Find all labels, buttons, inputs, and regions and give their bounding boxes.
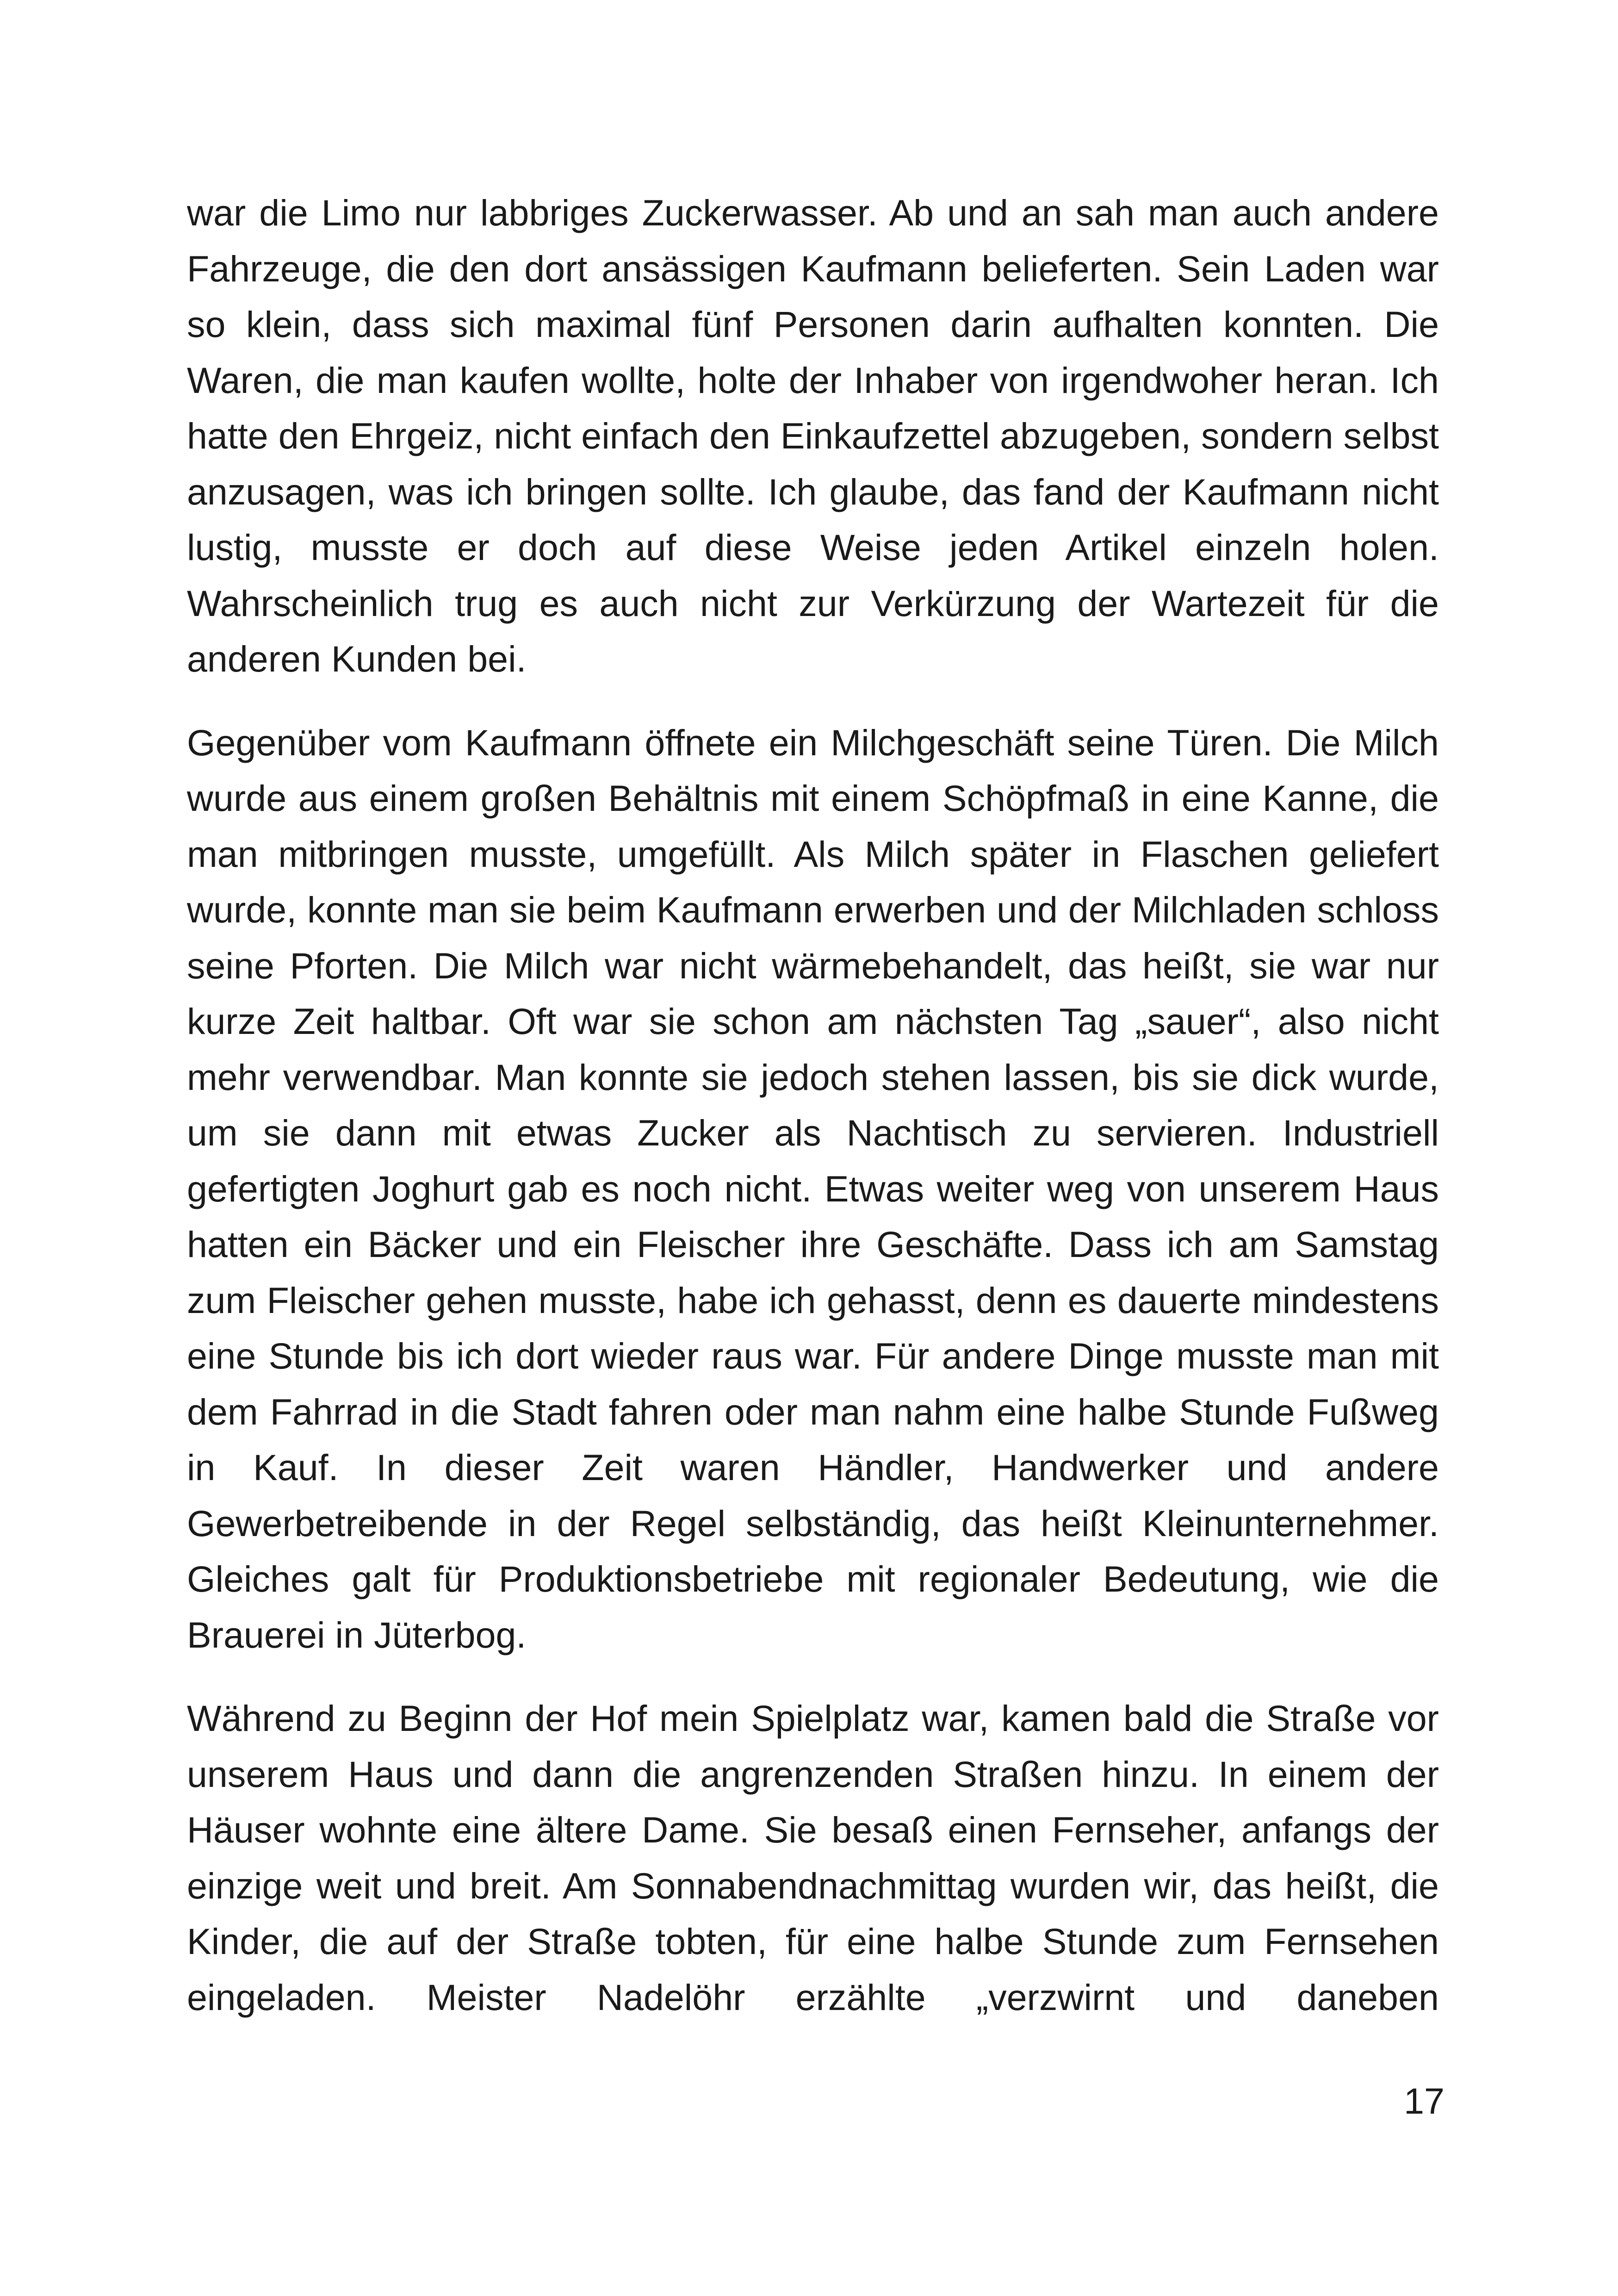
- paragraph-1: war die Limo nur labbriges Zuckerwasser. Ab und an sah man auch andere Fahrzeuge, die den dort ansässigen Kaufmann belieferten. Sein Laden war so klein, dass sich maximal fünf Personen darin aufhalten konnten. Die Waren, die man kaufen wollte, holte der Inhaber von irgendwoher heran. Ich hatte den Ehrgeiz, nicht einfach den Einkaufzettel abzugeben, sondern selbst anzusagen, was ich bringen sollte. Ich glaube, das fand der Kaufmann nicht lustig, musste er doch auf diese Weise jeden Artikel einzeln holen. Wahrscheinlich trug es auch nicht zur Verkürzung der Wartezeit für die anderen Kunden bei.: [187, 192, 1439, 679]
- page-number: 17: [1404, 2080, 1444, 2122]
- body-text: [187, 185, 1439, 2025]
- paragraph-3: Während zu Beginn der Hof mein Spielplatz war, kamen bald die Straße vor unserem Haus und dann die angrenzenden Straßen hinzu. In einem der Häuser wohnte eine ältere Dame. Sie besaß einen Fernseher, anfangs der einzige weit und breit. Am Sonnabendnachmittag wurden wir, das heißt, die Kinder, die auf der Straße tobten, für eine halbe Stunde zum Fernsehen eingeladen. Meister Nadelöhr erzählte „verzwirnt und daneben: [187, 1698, 1439, 2018]
- paragraph-2: Gegenüber vom Kaufmann öffnete ein Milchgeschäft seine Türen. Die Milch wurde aus einem großen Behältnis mit einem Schöpfmaß in eine Kanne, die man mitbringen musste, umgefüllt. Als Milch später in Flaschen geliefert wurde, konnte man sie beim Kaufmann erwerben und der Milchladen schloss seine Pforten. Die Milch war nicht wärmebehandelt, das heißt, sie war nur kurze Zeit haltbar. Oft war sie schon am nächsten Tag „sauer“, also nicht mehr verwendbar. Man konnte sie jedoch stehen lassen, bis sie dick wurde, um sie dann mit etwas Zucker als Nachtisch zu servieren. Industriell gefertigten Joghurt gab es noch nicht. Etwas weiter weg von unserem Haus hatten ein Bäcker und ein Fleischer ihre Geschäfte. Dass ich am Samstag zum Fleischer gehen musste, habe ich gehasst, denn es dauerte mindestens eine Stunde bis ich dort wieder raus war. Für andere Dinge musste man mit dem Fahrrad in die Stadt fahren oder man nahm eine halbe Stunde Fußweg in Kauf. In dieser Zeit waren Händler, Handwerker und andere Gewerbetreibende in der Regel selbständig, das heißt Kleinunternehmer. Gleiches galt für Produktionsbetriebe mit regionaler Bedeutung, wie die Brauerei in Jüterbog.: [187, 722, 1439, 1655]
